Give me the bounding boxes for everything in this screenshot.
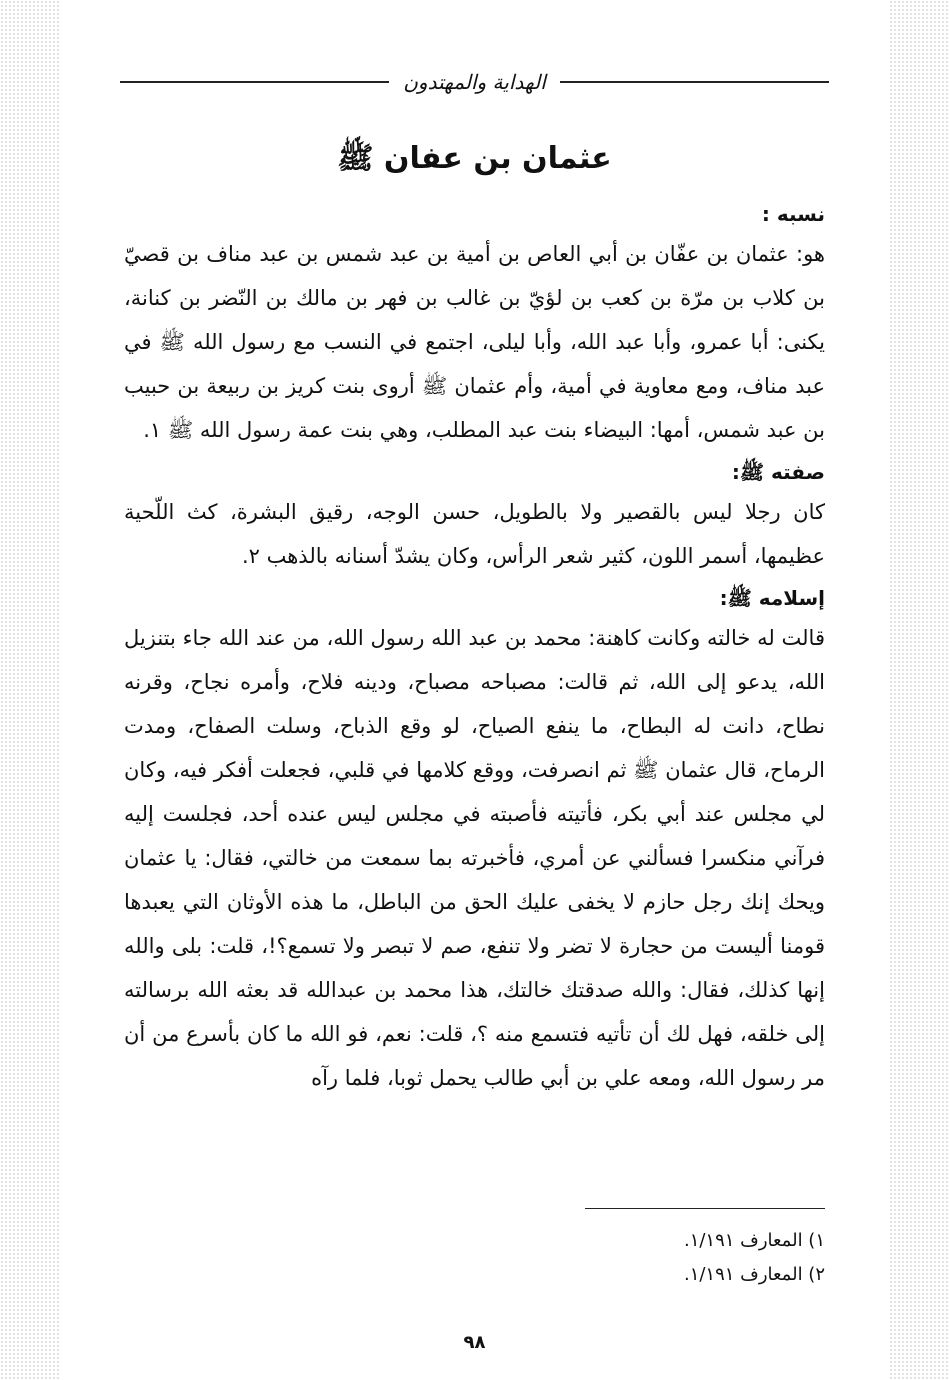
footnote-2: ٢) المعارف ١/١٩١. — [683, 1264, 825, 1285]
footnotes — [124, 1224, 825, 1292]
header-rule-right — [560, 81, 829, 83]
header-logo: الهداية والمهتدون — [403, 70, 546, 94]
paragraph-lineage: هو: عثمان بن عفّان بن أبي العاص بن أمية بن عبد شمس بن عبد مناف بن قصيّ بن كلاب بن مرّة بن كعب بن لؤيّ بن غالب بن فهر بن مالك بن النّضر بن كنانة، يكنى: أبا عمرو، وأبا عبد الله، وأبا ليلى، اجتمع في النسب مع رسول الله ﷺ في عبد مناف، ومع معاوية في أمية، وأم عثمان ﷺ أروى بنت كريز بن ربيعة بن حبيب بن عبد شمس، أمها: البيضاء بنت عبد المطلب، وهي بنت عمة رسول الله ﷺ ١. — [124, 242, 825, 442]
running-header — [120, 62, 829, 102]
footnote-separator — [585, 1208, 825, 1209]
scan-edge-left — [0, 0, 60, 1380]
scan-edge-right — [889, 0, 949, 1380]
page-number: ٩٨ — [463, 1332, 486, 1353]
paragraph-description: كان رجلا ليس بالقصير ولا بالطويل، حسن الوجه، رقيق البشرة، كث اللّحية عظيمها، أسمر اللون، كثير شعر الرأس، وكان يشدّ أسنانه بالذهب ٢. — [124, 500, 825, 568]
book-page — [110, 0, 839, 1380]
section-heading-lineage: نسبه : — [761, 202, 825, 226]
section-heading-description: صفته ﷺ: — [731, 460, 825, 484]
section-heading-conversion: إسلامه ﷺ: — [719, 586, 825, 610]
header-rule-left — [120, 81, 389, 83]
paragraph-conversion: قالت له خالته وكانت كاهنة: محمد بن عبد الله رسول الله، من عند الله جاء بتنزيل الله، يدعو إلى الله، ثم قالت: مصباحه مصباح، ودينه فلاح، وأمره نجاح، وقرنه نطاح، دانت له البطاح، ما ينفع الصياح، لو وقع الذباح، وسلت الصفاح، ومدت الرماح، قال عثمان ﷺ ثم انصرفت، ووقع كلامها في قلبي، فجعلت أفكر فيه، وكان لي مجلس عند أبي بكر، فأتيته فأصبته في مجلس ليس عنده أحد، فجلست إليه فرآني منكسرا فسألني عن أمري، فأخبرته بما سمعت من خالتي، فقال: يا عثمان ويحك إنك رجل حازم لا يخفى عليك الحق من الباطل، ما هذه الأوثان التي يعبدها قومنا أليست من حجارة لا تضر ولا تنفع، صم لا تبصر ولا تسمع؟!، قلت: بلى والله إنها كذلك، فقال: والله صدقتك خالتك، هذا محمد بن عبدالله قد بعثه الله برسالته إلى خلقه، فهل لك أن تأتيه فتسمع منه ؟، قلت: نعم، فو الله ما كان بأسرع من أن مر رسول الله، ومعه علي بن أبي طالب يحمل ثوبا، فلما رآه — [124, 626, 825, 1090]
chapter-title: عثمان بن عفان ﷺ — [337, 141, 612, 176]
body-text — [124, 196, 825, 1102]
footnote-1: ١) المعارف ١/١٩١. — [683, 1230, 825, 1251]
